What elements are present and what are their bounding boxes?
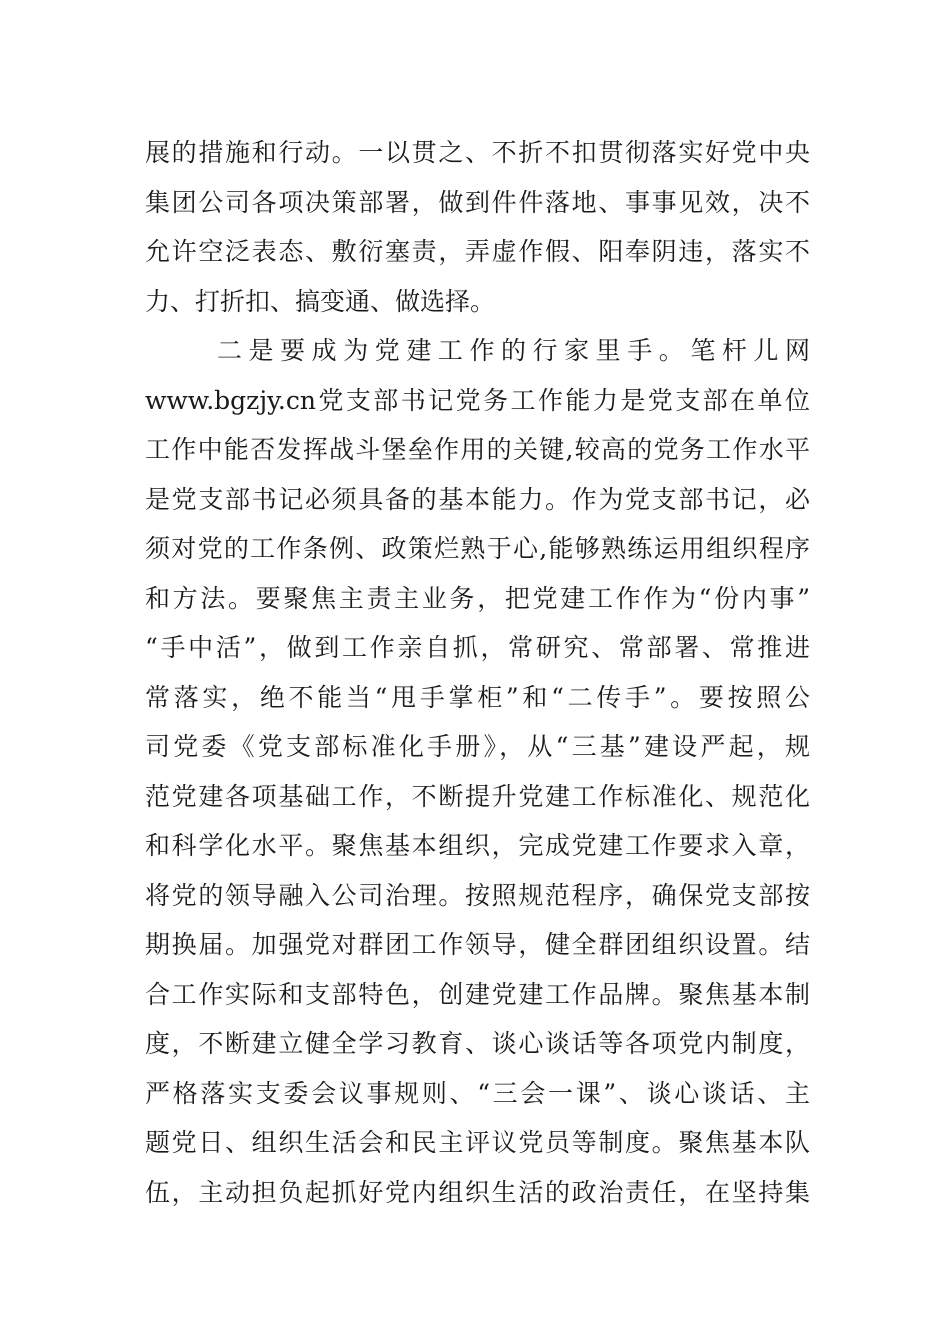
text-line: 度，不断建立健全学习教育、谈心谈话等各项党内制度，	[145, 1029, 810, 1058]
text-line: 伍，主动担负起抓好党内组织生活的政治责任，在坚持集	[145, 1177, 810, 1207]
text-line: 允许空泛表态、敷衍塞责，弄虚作假、阳奉阴违，落实不	[145, 237, 810, 266]
text-line: 展的措施和行动。一以贯之、不折不扣贯彻落实好党中央	[145, 138, 810, 167]
text-line: 将党的领导融入公司治理。按照规范程序，确保党支部按	[145, 880, 810, 910]
text-line: 二是要成为党建工作的行家里手。笔杆儿网	[217, 336, 810, 365]
text-line: 范党建各项基础工作，不断提升党建工作标准化、规范化	[145, 781, 810, 811]
text-line: 合工作实际和支部特色，创建党建工作品牌。聚焦基本制	[145, 979, 810, 1009]
text-line: 常落实，绝不能当“甩手掌柜”和“二传手”。要按照公	[145, 682, 810, 712]
text-line: 是党支部书记必须具备的基本能力。作为党支部书记，必	[145, 484, 810, 514]
text-line: 工作中能否发挥战斗堡垒作用的关键,较高的党务工作水平	[145, 435, 810, 464]
text-line: www.bgzjy.cn党支部书记党务工作能力是党支部在单位	[145, 385, 810, 415]
text-line: 和科学化水平。聚焦基本组织，完成党建工作要求入章，	[145, 831, 810, 860]
body-text	[145, 128, 810, 1217]
text-line: “手中活”，做到工作亲自抓，常研究、常部署、常推进	[145, 633, 810, 662]
text-line: 集团公司各项决策部署，做到件件落地、事事见效，决不	[145, 187, 810, 217]
text-line: 严格落实支委会议事规则、“三会一课”、谈心谈话、主	[145, 1078, 810, 1108]
text-line: 题党日、组织生活会和民主评议党员等制度。聚焦基本队	[145, 1128, 810, 1157]
text-line: 期换届。加强党对群团工作领导，健全群团组织设置。结	[145, 930, 810, 959]
text-line: 须对党的工作条例、政策烂熟于心,能够熟练运用组织程序	[145, 534, 810, 563]
text-line: 力、打折扣、搞变通、做选择。	[145, 286, 496, 316]
text-line: 司党委《党支部标准化手册》，从“三基”建设严起，规	[145, 732, 810, 761]
text-line: 和方法。要聚焦主责主业务，把党建工作作为“份内事”	[145, 583, 810, 613]
